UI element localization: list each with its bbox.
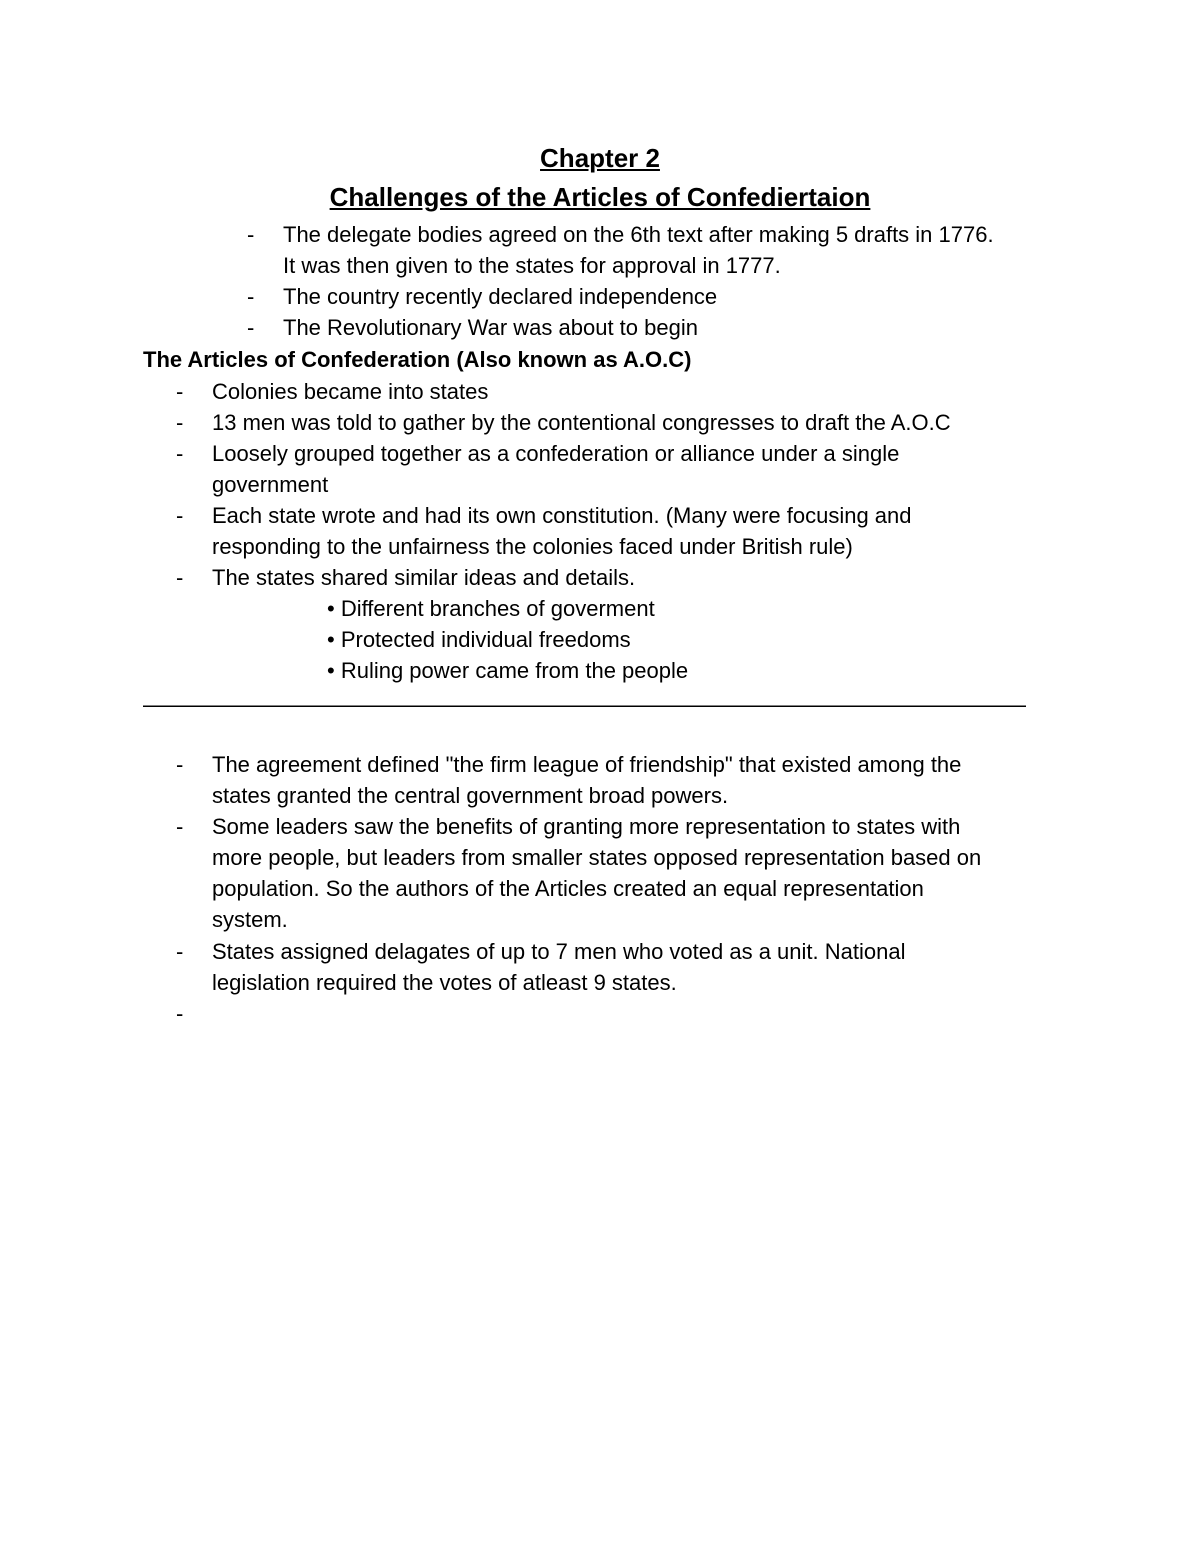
section-bullet-text: 13 men was told to gather by the contentional congresses to draft the A.O.C [212, 410, 951, 435]
sub-bullet-text: • Different branches of goverment [327, 596, 655, 621]
bullet-dash: - [176, 410, 184, 435]
page-subtitle: Challenges of the Articles of Confediertaion [329, 182, 871, 212]
sub-bullet-text: • Ruling power came from the people [327, 658, 689, 683]
bullet-dash: - [247, 222, 255, 247]
later-bullet-text: Some leaders saw the benefits of granting more representation to states with [212, 814, 961, 839]
bullet-dash: - [176, 752, 184, 777]
sub-bullet-text: • Protected individual freedoms [327, 627, 631, 652]
later-bullet-text: population. So the authors of the Articles created an equal representation [212, 876, 924, 901]
chapter-title: Chapter 2 [540, 143, 660, 173]
bullet-dash: - [176, 379, 184, 404]
bullet-dash: - [176, 565, 184, 590]
section-bullet-text: responding to the unfairness the colonies faced under British rule) [212, 534, 853, 559]
later-bullet-text: legislation required the votes of atleast 9 states. [212, 970, 677, 995]
later-bullet-text: The agreement defined "the firm league of friendship" that existed among the [212, 752, 962, 777]
bullet-dash: - [176, 441, 184, 466]
intro-bullet-text: The delegate bodies agreed on the 6th text after making 5 drafts in 1776. [283, 222, 994, 247]
later-bullet-text: states granted the central government broad powers. [212, 783, 729, 808]
bullet-dash-empty: - [176, 1001, 184, 1026]
section-bullet-text: Each state wrote and had its own constitution. (Many were focusing and [212, 503, 912, 528]
intro-bullet-text: The country recently declared independence [283, 284, 718, 309]
later-bullet-text: system. [212, 907, 288, 932]
bullet-dash: - [247, 315, 255, 340]
bullet-dash: - [247, 284, 255, 309]
bullet-dash: - [176, 814, 184, 839]
later-bullet-text: more people, but leaders from smaller states opposed representation based on [212, 845, 982, 870]
later-bullet-text: States assigned delagates of up to 7 men who voted as a unit. National [212, 939, 906, 964]
bullet-dash: - [176, 503, 184, 528]
intro-bullet-text: The Revolutionary War was about to begin [283, 315, 698, 340]
section-bullet-text: The states shared similar ideas and details. [212, 565, 636, 590]
bullet-dash: - [176, 939, 184, 964]
section-bullet-text: Loosely grouped together as a confederation or alliance under a single [212, 441, 900, 466]
section-heading: The Articles of Confederation (Also known as A.O.C) [143, 347, 692, 372]
section-bullet-text: government [212, 472, 329, 497]
intro-bullet-text: It was then given to the states for approval in 1777. [283, 253, 781, 278]
section-bullet-text: Colonies became into states [212, 379, 489, 404]
divider-line: —————————————————————————————————————————— [143, 692, 1025, 717]
